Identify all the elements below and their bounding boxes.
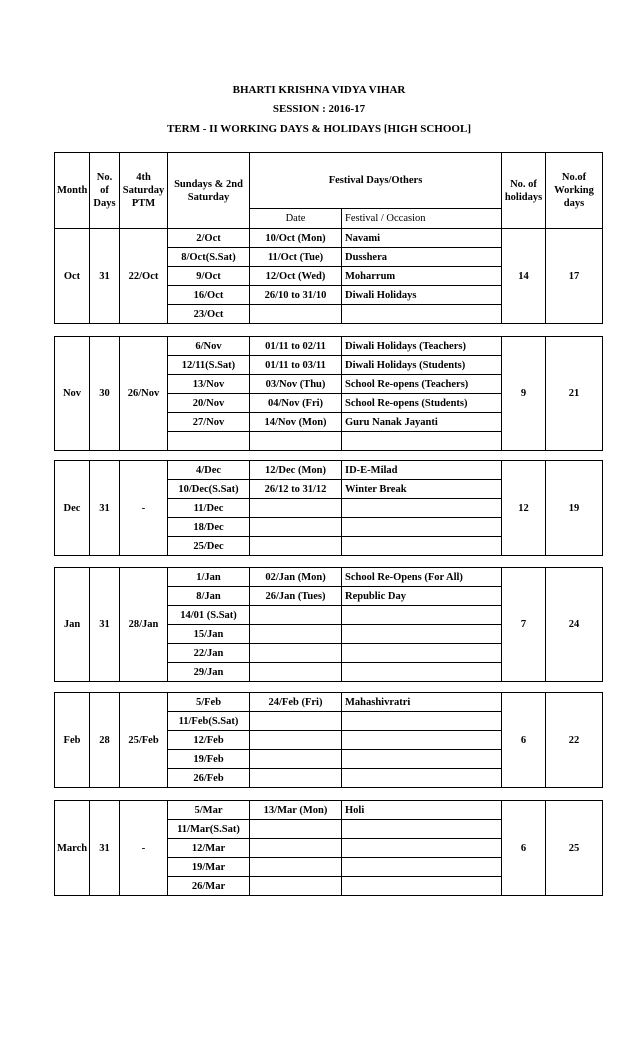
sunday-date: 10/Dec(S.Sat) [168, 480, 250, 499]
sunday-date: 11/Feb(S.Sat) [168, 712, 250, 731]
event-occasion [342, 839, 502, 858]
event-occasion: Guru Nanak Jayanti [342, 413, 502, 432]
header-table [54, 152, 603, 229]
col-working: No.of Working days [546, 153, 603, 229]
event-date: 26/Jan (Tues) [250, 587, 342, 606]
sunday-date: 11/Mar(S.Sat) [168, 820, 250, 839]
event-date [250, 858, 342, 877]
event-occasion: Mahashivratri [342, 693, 502, 712]
event-occasion [342, 769, 502, 788]
event-date [250, 820, 342, 839]
event-date [250, 499, 342, 518]
col-ptm: 4th Saturday PTM [120, 153, 168, 229]
term-title: TERM - II WORKING DAYS & HOLIDAYS [HIGH SCHOOL] [167, 123, 471, 135]
event-date [250, 731, 342, 750]
event-occasion: Diwali Holidays (Teachers) [342, 337, 502, 356]
event-date [250, 877, 342, 896]
event-date: 13/Mar (Mon) [250, 801, 342, 820]
sunday-date: 25/Dec [168, 537, 250, 556]
sunday-date: 2/Oct [168, 229, 250, 248]
school-name: BHARTI KRISHNA VIDYA VIHAR [232, 84, 406, 96]
month-days: 30 [90, 337, 120, 451]
month-days: 31 [90, 461, 120, 556]
event-occasion: Winter Break [342, 480, 502, 499]
month-working: 22 [546, 693, 603, 788]
event-occasion [342, 644, 502, 663]
sunday-date: 23/Oct [168, 305, 250, 324]
event-occasion [342, 432, 502, 451]
event-date [250, 432, 342, 451]
event-date [250, 625, 342, 644]
sunday-date: 26/Feb [168, 769, 250, 788]
event-occasion: School Re-opens (Students) [342, 394, 502, 413]
sunday-date: 12/11(S.Sat) [168, 356, 250, 375]
event-occasion [342, 877, 502, 896]
sunday-date: 20/Nov [168, 394, 250, 413]
event-date [250, 663, 342, 682]
sunday-date [168, 432, 250, 451]
event-occasion [342, 750, 502, 769]
table-row [55, 461, 603, 480]
event-date: 01/11 to 02/11 [250, 337, 342, 356]
event-occasion [342, 305, 502, 324]
event-date [250, 839, 342, 858]
col-date: Date [250, 209, 342, 229]
event-occasion [342, 858, 502, 877]
event-date: 04/Nov (Fri) [250, 394, 342, 413]
sunday-date: 26/Mar [168, 877, 250, 896]
month-working: 21 [546, 337, 603, 451]
month-ptm: - [120, 801, 168, 896]
col-festival: Festival Days/Others [250, 153, 502, 209]
sunday-date: 19/Mar [168, 858, 250, 877]
col-month: Month [55, 153, 90, 229]
event-date [250, 644, 342, 663]
event-date: 26/10 to 31/10 [250, 286, 342, 305]
sunday-date: 14/01 (S.Sat) [168, 606, 250, 625]
month-working: 19 [546, 461, 603, 556]
month-holidays: 12 [502, 461, 546, 556]
event-occasion [342, 731, 502, 750]
sunday-date: 6/Nov [168, 337, 250, 356]
event-date: 10/Oct (Mon) [250, 229, 342, 248]
event-date: 11/Oct (Tue) [250, 248, 342, 267]
event-occasion: Navami [342, 229, 502, 248]
month-working: 17 [546, 229, 603, 324]
event-occasion [342, 625, 502, 644]
table-row [55, 568, 603, 587]
event-occasion: Holi [342, 801, 502, 820]
sunday-date: 13/Nov [168, 375, 250, 394]
col-holidays: No. of holidays [502, 153, 546, 229]
month-table-march [54, 800, 603, 896]
event-occasion: Republic Day [342, 587, 502, 606]
event-date [250, 537, 342, 556]
event-date: 02/Jan (Mon) [250, 568, 342, 587]
event-occasion [342, 712, 502, 731]
sunday-date: 5/Mar [168, 801, 250, 820]
sunday-date: 15/Jan [168, 625, 250, 644]
table-row [55, 337, 603, 356]
event-occasion [342, 663, 502, 682]
month-holidays: 6 [502, 801, 546, 896]
month-ptm: 22/Oct [120, 229, 168, 324]
session-label: SESSION : 2016-17 [272, 103, 366, 115]
event-occasion: Dusshera [342, 248, 502, 267]
event-occasion [342, 537, 502, 556]
event-occasion: Diwali Holidays (Students) [342, 356, 502, 375]
sunday-date: 4/Dec [168, 461, 250, 480]
month-working: 25 [546, 801, 603, 896]
col-occasion: Festival / Occasion [342, 209, 502, 229]
month-name: Feb [55, 693, 90, 788]
month-name: Dec [55, 461, 90, 556]
event-date: 12/Dec (Mon) [250, 461, 342, 480]
month-table-oct [54, 228, 603, 324]
sunday-date: 12/Mar [168, 839, 250, 858]
month-ptm: 26/Nov [120, 337, 168, 451]
event-date [250, 305, 342, 324]
event-occasion [342, 518, 502, 537]
month-days: 31 [90, 568, 120, 682]
month-name: Jan [55, 568, 90, 682]
sunday-date: 8/Jan [168, 587, 250, 606]
sunday-date: 11/Dec [168, 499, 250, 518]
event-date [250, 606, 342, 625]
event-date: 03/Nov (Thu) [250, 375, 342, 394]
month-holidays: 6 [502, 693, 546, 788]
month-days: 31 [90, 801, 120, 896]
event-occasion [342, 499, 502, 518]
table-row [55, 801, 603, 820]
month-table-dec [54, 460, 603, 556]
month-holidays: 14 [502, 229, 546, 324]
month-name: Oct [55, 229, 90, 324]
event-occasion: Diwali Holidays [342, 286, 502, 305]
sunday-date: 1/Jan [168, 568, 250, 587]
month-table-nov [54, 336, 603, 451]
event-date: 14/Nov (Mon) [250, 413, 342, 432]
col-days: No. of Days [90, 153, 120, 229]
month-ptm: 25/Feb [120, 693, 168, 788]
event-date [250, 769, 342, 788]
event-occasion: Moharrum [342, 267, 502, 286]
event-date: 12/Oct (Wed) [250, 267, 342, 286]
event-occasion: ID-E-Milad [342, 461, 502, 480]
month-table-jan [54, 567, 603, 682]
table-row [55, 693, 603, 712]
table-row [55, 229, 603, 248]
event-date [250, 712, 342, 731]
event-occasion [342, 820, 502, 839]
col-sundays: Sundays & 2nd Saturday [168, 153, 250, 229]
event-occasion: School Re-opens (Teachers) [342, 375, 502, 394]
sunday-date: 16/Oct [168, 286, 250, 305]
month-ptm: 28/Jan [120, 568, 168, 682]
sunday-date: 19/Feb [168, 750, 250, 769]
month-days: 31 [90, 229, 120, 324]
month-working: 24 [546, 568, 603, 682]
month-ptm: - [120, 461, 168, 556]
event-date: 24/Feb (Fri) [250, 693, 342, 712]
month-days: 28 [90, 693, 120, 788]
sunday-date: 12/Feb [168, 731, 250, 750]
sunday-date: 5/Feb [168, 693, 250, 712]
month-holidays: 9 [502, 337, 546, 451]
month-holidays: 7 [502, 568, 546, 682]
event-date: 26/12 to 31/12 [250, 480, 342, 499]
month-table-feb [54, 692, 603, 788]
sunday-date: 22/Jan [168, 644, 250, 663]
sunday-date: 27/Nov [168, 413, 250, 432]
event-date [250, 750, 342, 769]
event-occasion: School Re-Opens (For All) [342, 568, 502, 587]
sunday-date: 29/Jan [168, 663, 250, 682]
sunday-date: 8/Oct(S.Sat) [168, 248, 250, 267]
event-occasion [342, 606, 502, 625]
sunday-date: 18/Dec [168, 518, 250, 537]
sunday-date: 9/Oct [168, 267, 250, 286]
month-name: Nov [55, 337, 90, 451]
event-date: 01/11 to 03/11 [250, 356, 342, 375]
month-name: March [55, 801, 90, 896]
event-date [250, 518, 342, 537]
